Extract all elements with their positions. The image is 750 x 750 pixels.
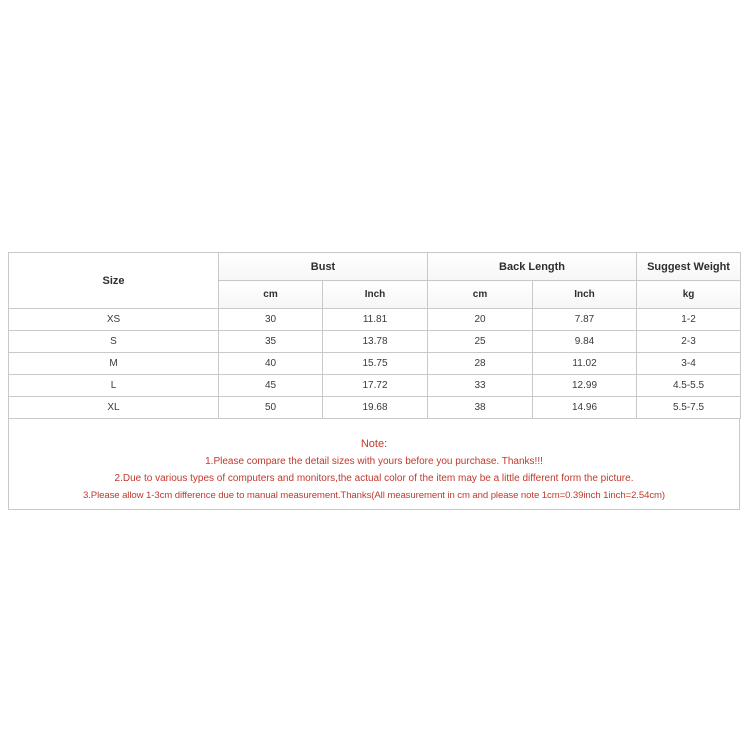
table-row [9,309,741,331]
suggest-weight-header: Suggest Weight [637,253,741,281]
table-cell: 5.5-7.5 [637,397,741,419]
table-cell: 15.75 [323,353,428,375]
table-row [9,375,741,397]
table-cell: 45 [219,375,323,397]
note-line: 1.Please compare the detail sizes with yours before you purchase. Thanks!!! [205,456,543,467]
table-cell: 7.87 [533,309,637,331]
table-cell: 11.02 [533,353,637,375]
size-chart [8,252,740,510]
table-cell: 38 [428,397,533,419]
table-row [9,397,741,419]
table-cell: 9.84 [533,331,637,353]
table-cell: 11.81 [323,309,428,331]
unit-header: cm [219,281,323,309]
size-cell: S [9,331,219,353]
table-cell: 19.68 [323,397,428,419]
size-cell: XS [9,309,219,331]
size-cell: L [9,375,219,397]
table-cell: 14.96 [533,397,637,419]
table-cell: 17.72 [323,375,428,397]
table-cell: 20 [428,309,533,331]
table-cell: 33 [428,375,533,397]
size-cell: XL [9,397,219,419]
note-line: 2.Due to various types of computers and monitors,the actual color of the item may be a little different form the picture. [114,473,634,484]
size-header: Size [9,253,219,309]
table-cell: 28 [428,353,533,375]
header-row-groups [9,253,741,281]
size-cell: M [9,353,219,375]
bust-header: Bust [219,253,428,281]
table-row [9,353,741,375]
unit-header: Inch [533,281,637,309]
unit-header: cm [428,281,533,309]
note-box [8,419,740,510]
table-cell: 1-2 [637,309,741,331]
table-cell: 2-3 [637,331,741,353]
table-cell: 3-4 [637,353,741,375]
table-cell: 25 [428,331,533,353]
table-cell: 35 [219,331,323,353]
note-title: Note: [360,438,388,450]
table-cell: 12.99 [533,375,637,397]
unit-header: Inch [323,281,428,309]
table-row [9,331,741,353]
table-cell: 50 [219,397,323,419]
size-table [8,252,741,419]
table-cell: 30 [219,309,323,331]
unit-header: kg [637,281,741,309]
back-length-header: Back Length [428,253,637,281]
table-cell: 13.78 [323,331,428,353]
note-line: 3.Please allow 1-3cm difference due to manual measurement.Thanks(All measurement in cm and please note 1cm=0.39inch 1inch=2.54cm) [82,490,666,501]
table-cell: 4.5-5.5 [637,375,741,397]
table-cell: 40 [219,353,323,375]
